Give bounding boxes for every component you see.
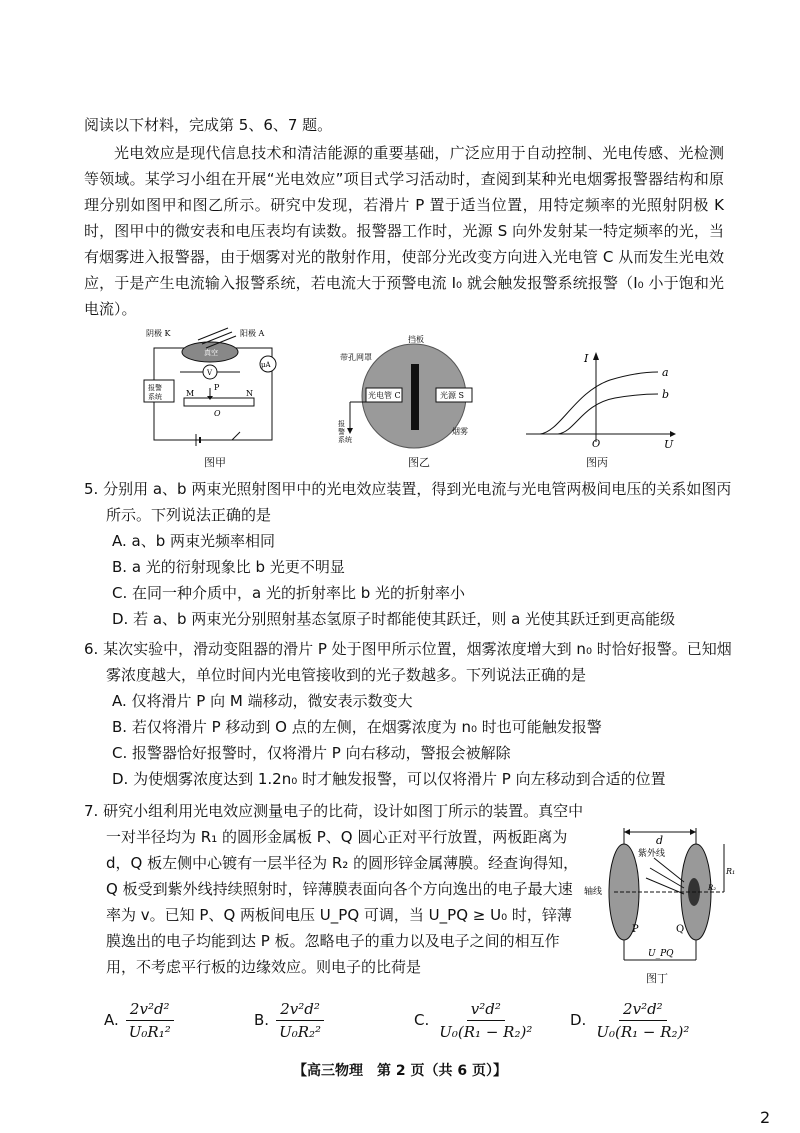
q7-option-b-letter: B. xyxy=(254,1011,270,1029)
mesh-cover-label: 带孔网罩 xyxy=(340,353,372,362)
cathode-label: 阴极 K xyxy=(146,329,171,338)
q5-option-c: C. 在同一种介质中，a 光的折射率比 b 光的折射率小 xyxy=(112,584,466,602)
d-label: d xyxy=(656,834,664,847)
r1-label: R₁ xyxy=(726,867,736,876)
q7-option-b-fraction xyxy=(275,1000,325,1041)
q7-options xyxy=(104,992,724,1048)
q7-option-a-letter: A. xyxy=(104,1011,119,1029)
q6-option-c: C. 报警器恰好报警时，仅将滑片 P 向右移动，警报会被解除 xyxy=(112,744,511,762)
q7-option-d-denominator: U₀(R₁ − R₂)² xyxy=(596,1022,690,1041)
m-label: M xyxy=(186,389,195,398)
q5-option-d: D. 若 a、b 两束光分别照射基态氢原子时都能使其跃迁，则 a 光使其跃迁到更高能级 xyxy=(112,610,676,628)
q7-option-a xyxy=(104,992,175,1048)
i-axis-label: I xyxy=(584,352,589,365)
q7-option-d-numerator: 2v²d² xyxy=(619,1000,667,1021)
figure-jia-caption: 图甲 xyxy=(204,456,226,469)
curve-b-label: b xyxy=(662,388,670,401)
q7-option-c-numerator: v²d² xyxy=(467,1000,505,1021)
alarm-label-3: 系统 xyxy=(338,436,352,444)
alarm-label-1: 报警 xyxy=(148,384,162,392)
q5-option-b: B. a 光的衍射现象比 b 光更不明显 xyxy=(112,558,345,576)
reading-instruction: 阅读以下材料，完成第 5、6、7 题。 xyxy=(84,116,333,134)
q6-option-b: B. 若仅将滑片 P 移动到 O 点的左侧，在烟雾浓度为 n₀ 时也可能触发报警 xyxy=(112,718,602,736)
photo-tube-c-label: 光电管 C xyxy=(368,391,401,400)
alarm-label-1: 报 xyxy=(338,420,345,428)
q7-option-a-numerator: 2v²d² xyxy=(126,1000,174,1021)
q7-option-b-numerator: 2v²d² xyxy=(276,1000,324,1021)
voltmeter-label: V xyxy=(207,369,213,377)
q7-option-a-denominator: U₀R₁² xyxy=(128,1022,171,1041)
upq-label: U_PQ xyxy=(648,949,674,959)
u-axis-label: U xyxy=(664,438,674,451)
figure-ding-apparatus xyxy=(584,828,734,978)
q5-stem: 5. 分别用 a、b 两束光照射图甲中的光电效应装置，得到光电流与光电管两极间电压的关系如图丙所示。下列说法正确的是 xyxy=(84,480,732,524)
plate-q-label: Q xyxy=(676,924,685,935)
page-number: 2 xyxy=(760,1108,771,1127)
q6-stem: 6. 某次实验中，滑动变阻器的滑片 P 处于图甲所示位置，烟雾浓度增大到 n₀ 时恰好报警。已知烟雾浓度越大，单位时间内光电管接收到的光子数越多。下列说法正确的是 xyxy=(84,640,732,684)
q7-option-c-denominator: U₀(R₁ − R₂)² xyxy=(439,1022,533,1041)
tube-label: 真空 xyxy=(204,349,218,357)
q6-option-d: D. 为使烟雾浓度达到 1.2n₀ 时才触发报警，可以仅将滑片 P 向左移动到合适的位置 xyxy=(112,770,666,788)
n-label: N xyxy=(246,389,253,398)
q7-option-d xyxy=(570,992,693,1048)
o-label: O xyxy=(214,409,221,418)
p-label: P xyxy=(214,383,220,392)
q6-option-a: A. 仅将滑片 P 向 M 端移动，微安表示数变大 xyxy=(112,692,413,710)
anode-label: 阳极 A xyxy=(240,329,265,338)
baffle-label: 挡板 xyxy=(408,335,424,344)
alarm-label-2: 系统 xyxy=(148,393,162,401)
q7-option-c-fraction xyxy=(435,1000,536,1041)
figure-yi-caption: 图乙 xyxy=(408,456,430,469)
reading-material xyxy=(84,140,724,322)
q7-option-b-denominator: U₀R₂² xyxy=(279,1022,322,1041)
uv-label: 紫外线 xyxy=(638,849,666,859)
q7-option-c xyxy=(414,992,536,1048)
smoke-label: 烟雾 xyxy=(452,427,468,436)
q7-option-a-fraction xyxy=(125,1000,175,1041)
alarm-label-2: 警 xyxy=(338,428,345,436)
r2-label: R₂ xyxy=(708,884,717,892)
figure-jia-circuit xyxy=(140,326,285,446)
figure-ding-caption: 图丁 xyxy=(646,972,668,985)
q7-option-d-fraction xyxy=(592,1000,693,1041)
q7-option-d-letter: D. xyxy=(570,1011,587,1029)
light-source-s-label: 光源 S xyxy=(440,391,465,400)
axis-label: 轴线 xyxy=(584,887,603,897)
question-5 xyxy=(84,476,734,632)
q7-stem: 7. 研究小组利用光电效应测量电子的比荷，设计如图丁所示的装置。真空中一对半径均为 R₁ 的圆形金属板 P、Q 圆心正对平行放置，两板距离为 d，Q 板左侧中心镀有一层半径为 R₂ 的圆形锌金属薄膜。经查询得知，Q 板受到紫外线持续照射时，锌薄膜表面向各个方向逸出的电子最大速率为 v。已知 P、Q 两板间电压 U_PQ 可调，当 U_PQ ≥ U₀ 时，锌薄膜逸出的电子均能到达 P 板。忽略电子的重力以及电子之间的相互作用，不考虑平行板的边缘效应。则电子的比荷是 xyxy=(84,802,584,976)
q7-option-c-letter: C. xyxy=(414,1011,430,1029)
microammeter-label: μA xyxy=(261,361,271,369)
material-paragraph: 光电效应是现代信息技术和清洁能源的重要基础，广泛应用于自动控制、光电传感、光检测等领域。某学习小组在开展“光电效应”项目式学习活动时，查阅到某种光电烟雾报警器结构和原理分别如图甲和图乙所示。研究中发现，若滑片 P 置于适当位置，用特定频率的光照射阴极 K 时，图甲中的微安表和电压表均有读数。报警器工作时，光源 S 向外发射某一特定频率的光，当有烟雾进入报警器，由于烟雾对光的散射作用，使部分光改变方向进入光电管 C 从而发生光电效应，于是产生电流输入报警系统，若电流大于预警电流 I₀ 就会触发报警系统报警（I₀ 小于饱和光电流）。 xyxy=(84,144,724,318)
q7-option-b xyxy=(254,992,325,1048)
figure-yi-alarm xyxy=(336,330,486,448)
page-footer: 【高三物理 第 2 页（共 6 页）】 xyxy=(293,1063,507,1079)
question-6 xyxy=(84,636,734,792)
curve-a-label: a xyxy=(662,366,669,379)
question-7 xyxy=(84,798,584,980)
origin-label: O xyxy=(592,439,601,450)
q5-option-a: A. a、b 两束光频率相同 xyxy=(112,532,276,550)
figure-bing-caption: 图丙 xyxy=(586,456,608,469)
plate-p-label: P xyxy=(632,924,639,935)
figure-bing-iu-graph xyxy=(520,352,680,451)
